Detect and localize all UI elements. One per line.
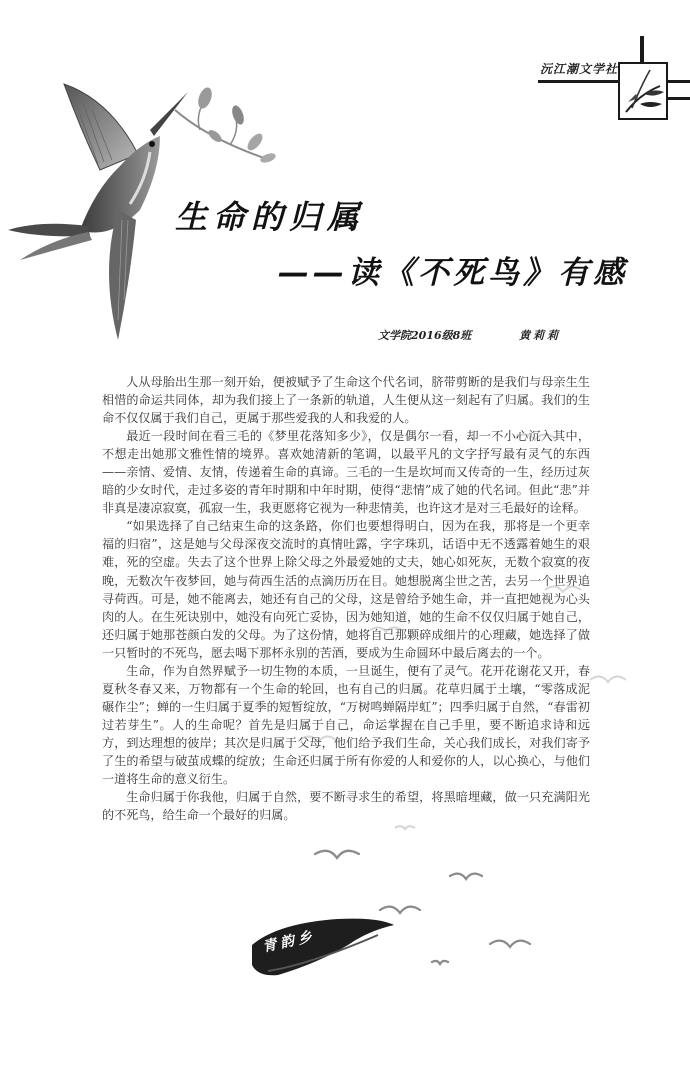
column-name: 沅江潮文学社 — [540, 62, 619, 76]
stamp-label: 青韵乡 — [261, 928, 318, 956]
byline-author: 黄莉莉 — [519, 329, 562, 342]
paragraph: 最近一段时间在看三毛的《梦里花落知多少》，仅是偶尔一看，却一不小心沉入其中，不想走出她那文雅性情的境界。喜欢她清新的笔调，以最平凡的文字抒写最有灵气的东西——亲情、爱情、友情，传递着生命的真谛。三毛的一生是坎坷而又传奇的一生，经历过灰暗的少女时代，走过多姿的青年时期和中年时期，使得“悲情”成了她的代名词。但此“悲”并非真是凄凉寂寞，孤寂一生，我更愿将它视为一种悲情美，也许这才是对三毛最好的诠释。 — [102, 429, 590, 516]
byline-organization: 文学院2016级8班 — [378, 329, 472, 342]
article-title: 生命的归属 — [175, 198, 366, 236]
article-subtitle: ——读《不死鸟》有感 — [278, 255, 628, 291]
byline — [378, 327, 561, 343]
paragraph: 生命，作为自然界赋予一切生物的本质，一旦诞生，便有了灵气。花开花谢花又开，春夏秋冬春又来，万物都有一个生命的轮回，也有自己的归属。花草归属于土壤，“零落成泥碾作尘”；蝉的一生归属于夏季的短暂绽放，“万树鸣蝉隔岸虹”；四季归属于自然，“春雷初过若芽生”。人的生命呢？首先是归属于自己，命运掌握在自己手里，要不断追求诗和远方，到达理想的彼岸；其次是归属于父母，他们给予我们生命，关心我们成长，对我们寄予了生的希望与破茧成蝶的绽放；生命还归属于所有你爱的人和爱你的人，以心换心，与他们一道将生命的意义衍生。 — [102, 663, 590, 787]
ink-bamboo-icon — [620, 64, 666, 118]
column-logo — [618, 62, 668, 120]
paragraph: 人从母胎出生那一刻开始，便被赋予了生命这个代名词，脐带剪断的是我们与母亲生生相惜的命运共同体，却为我们接上了一条新的轨道，人生便从这一刻起有了归属。我们的生命不仅仅属于我们自己，更属于那些爱我的人和我爱的人。 — [102, 375, 590, 426]
paragraph: “如果选择了自己结束生命的这条路，你们也要想得明白，因为在我，那将是一个更幸福的归宿”，这是她与父母深夜交流时的真情吐露，字字珠玑，话语中无不透露着她生的艰难，死的空虚。失去了这个世界上除父母之外最爱她的丈夫，她心如死灰，无数个寂寞的夜晚，无数次午夜梦回，她与荷西生活的点滴历历在目。她想脱离尘世之苦，去另一个世界追寻荷西。可是，她不能离去，她还有自己的父母，这是曾给予她生命，并一直把她视为心头肉的人。在生死诀别中，她没有向死亡妥协，因为她知道，她的生命不仅仅归属于她自己，还归属于她那苍颜白发的父母。为了这份情，她将自己那颗碎成细片的心理藏，她选择了做一只暂时的不死鸟，愿去喝下那杯永别的苦酒，要成为生命圆环中最后离去的一个。 — [102, 519, 590, 660]
article-body — [102, 373, 590, 824]
paragraph: 生命归属于你我他，归属于自然，要不断寻求生的希望，将黑暗埋藏，做一只充满阳光的不死鸟，给生命一个最好的归属。 — [102, 790, 590, 823]
